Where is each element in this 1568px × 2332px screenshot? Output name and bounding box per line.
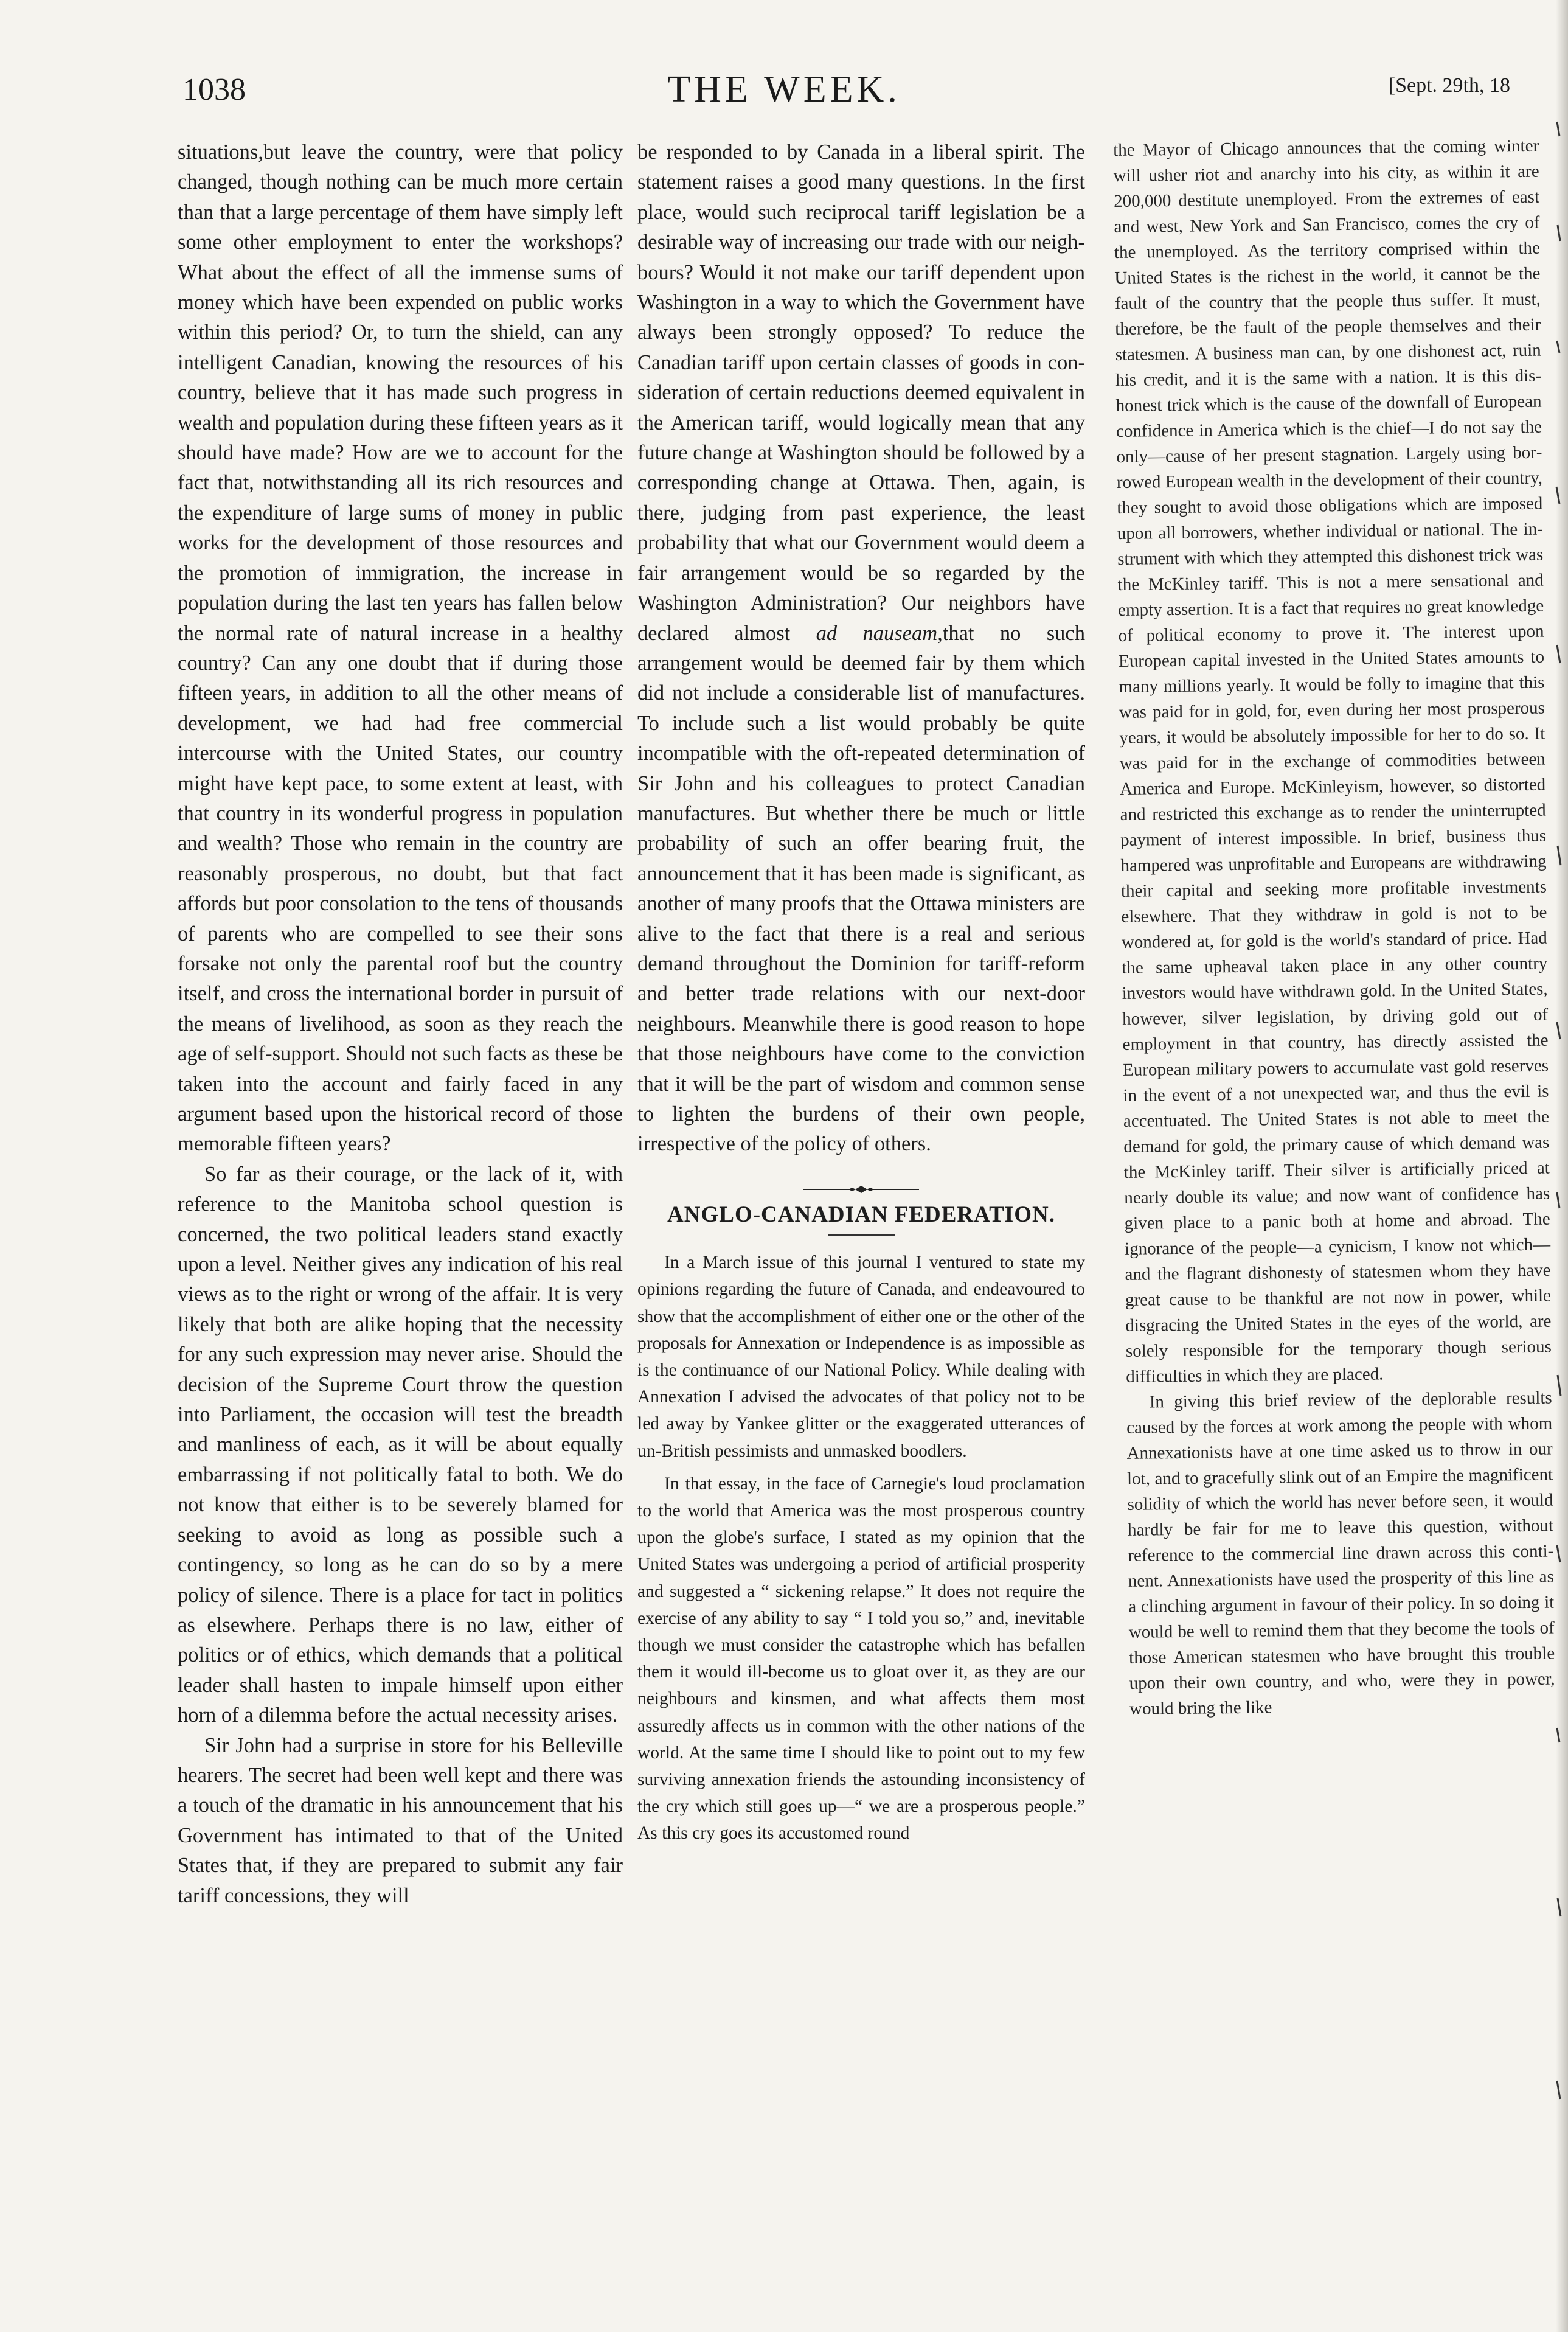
column-3 bbox=[1113, 133, 1555, 1722]
heading-underline bbox=[828, 1234, 895, 1236]
issue-date: [Sept. 29th, 18 bbox=[1388, 74, 1510, 97]
paragraph-emigration: situations,but leave the country, were that policy changed, though nothing can be much more certain than that a large percentage of them have simply left some other employment to enter the workshops? What about the effect of all the immense sums of money which have been expended on public works within this period? Or, to turn the shield, can any intelligent Canadian, knowing the resources of his country, believe that it has made such progress in wealth and population during these fifteen years as it should have made? How are we to account for the fact that, notwithstanding all its rich resources and the expenditure of large sums of money in public works for the development of those resources and the promotion of immigration, the increase in population during the last ten years has fallen below the normal rate of natural increase in a healthy country? Can any one doubt that if during those fifteen years, in addition to all the other means of development, we had had free commercial intercourse with the United States, our country might have kept pace, to some extent at least, with that country in its wonderful progress in population and wealth? Those who remain in the country are reasonably prosperous, no doubt, but that fact affords but poor consolation to the tens of thousands of parents who are compelled to see their sons forsake not only the parental roof but the country itself, and cross the international border in pursuit of the means of livelihood, as soon as they reach the age of self-support. Should not such facts as these be taken into the account and fairly faced in any argument based upon the historical record of those memorable fifteen years? bbox=[178, 141, 623, 1156]
section-divider bbox=[637, 1173, 1085, 1183]
paragraph-march-issue: In a March issue of this journal I ventured to state my opinions regarding the future of Canada, and endeavoured to show that the accomplishment of either one or the other of the proposals for Annexation or Independence is as impossible as is the continuance of our National Policy. While dealing with Annexation I advised the advocates of that policy not to be led away by Yankee glitter or the exaggerated utterances of un-British pessimists and unmasked boodlers. bbox=[637, 1253, 1085, 1461]
column-1 bbox=[178, 137, 623, 1911]
latin-phrase: ad nauseam, bbox=[816, 621, 943, 645]
masthead-title: THE WEEK. bbox=[667, 69, 901, 110]
paragraph-reciprocity-continued: that no such arrangement would be deemed fair by them which did not include a considerable list of manufactures. To include such a list would probably be quite incompatible with the oft-repeated determination of Sir John and his colleagues to protect Canadian manufactures. But whether there be much or little probability of such an offer bearing fruit, the announcement that it has been made is significant, as another of many proofs that the Ottawa ministers are alive to the fact that there is a real and serious demand throughout the Dominion for tariff-reform and better trade relations with our next-door neighbours. Meanwhile there is good reason to hope that those neighbours have come to the conviction that it will be the part of wisdom and common sense to lighten the burdens of their own people, irrespective of the policy of others. bbox=[637, 621, 1086, 1156]
paragraph-carnegie: In that essay, in the face of Carnegie's loud proclamation to the world that America was the most prosperous country upon the globe's surface, I stated as my opinion that the United States was undergoing a period of artificial prosperity and suggested a “ sickening relapse.” It does not require the exercise of any ability to say “ I told you so,” and, inevitable though we must consider the catastrophe which has befallen them it would ill-become us to gloat over it, as they are our neighbours and kinsmen, and what affects them most assuredly affects us in common with the other nations of the world. At the same time I should like to point out to my few surviving annexation friends the astounding inconsistency of the cry which still goes up—“ we are a prosperous people.” As this cry goes its accustomed round bbox=[637, 1474, 1085, 1843]
paragraph-reciprocity bbox=[637, 137, 1085, 1160]
page-header bbox=[0, 69, 1568, 120]
column-2 bbox=[637, 137, 1085, 1847]
paragraph-chicago: the Mayor of Chicago announces that the coming winter will usher riot and anarchy into his city, as within it are 200,000 destitute unemployed. From the extremes of east and west, New York and San Francisco, comes the cry of the unemployed. As the territory comprised within the United States is the richest in the world, it cannot be the fault of the country that the people thus suffer. It must, therefore, be the fault of the people themselves and their statesmen. A business man can, by one dishonest act, ruin his credit, and it is the same with a nation. It is this dishonest trick which is the cause of the downfall of European confidence in America which is the chief—I do not say the only—cause of her present stagnation. Largely using borrowed European wealth in the development of their country, they sought to avoid those obligations which are imposed upon all borrowers, whether individual or national. The instrument with which they attempted this dishonest trick was the McKinley tariff. This is not a mere sensational and empty assertion. It is a fact that requires no great knowledge of political economy to prove it. The interest upon European capital invested in the United States amounts to many millions yearly. It would be folly to imagine that this was paid for in gold, for, even during her most prosperous years, it would be absolutely impossible for her to do so. It was paid for in the exchange of commodities between America and Europe. McKinleyism, however, so distorted and restricted this exchange as to render the uninterrupted payment of interest impossible. In brief, business thus hampered was unprofitable and Europeans are withdrawing their capital and seeking more profitable investments elsewhere. That they withdraw in gold is not to be wondered at, for gold is the world's standard of price. Had the same upheaval taken place in any other country investors would have withdrawn gold. In the United States, however, silver legislation, by driving gold out of employment in that country, has directly assisted the European military powers to accumulate vast gold reserves in the event of a not unexpected war, and thus the evil is accentuated. The United States is not able to meet the demand for gold, the primary cause of which demand was the McKinley tariff. Their silver is artificially priced at nearly double its value; and now want of confidence has given place to a panic both at home and abroad. The ignorance of the people—a cynicism, I know not which—and the flagrant dishonesty of statesmen whom they have great cause to be thankful are not now in power, while disgracing the United States in the eyes of the world, are solely responsible for the temporary though serious difficulties in which they are placed. bbox=[1113, 136, 1552, 1387]
page-number: 1038 bbox=[182, 72, 246, 107]
paragraph-annexationists: In giving this brief review of the deplorable results caused by the forces at work among the people with whom Annexationists have at one time asked us to throw in our lot, and to gracefully slink out of an Empire the magnificent solidity of which the world has never before seen, it would hardly be fair for me to leave this question, without reference to the commercial line drawn across this continent. Annexationists have used the prosperity of this line as a clinching argument in favour of their policy. In so doing it would be well to remind them that they become the tools of those American statesmen who have brought this trouble upon their own country, and who, were they in power, would bring the like bbox=[1126, 1388, 1555, 1719]
binding-marks-icon bbox=[1552, 97, 1566, 2300]
paragraph-manitoba-school: So far as their courage, or the lack of it, with reference to the Manitoba school question is concerned, the two political leaders stand exactly upon a level. Neither gives any indication of his real views as to the right or wrong of the affair. It is very likely that both are alike hoping that the necessity for any such expression may never arise. Should the decision of the Supreme Court throw the question into Parliament, the occasion will test the breadth and manliness of each, as it will be about equally embarrassing if not politically fatal to both. We do not know that either is to be severely blamed for seeking to avoid as long as possible such a contingency, so long as he can do so by a mere policy of silence. There is a place for tact in politics as elsewhere. Perhaps there is no law, either of politics or of ethics, which demands that a political leader shall hasten to impale himself upon either horn of a dilemma before the actual necessity arises. bbox=[178, 1162, 623, 1727]
paragraph-belleville: Sir John had a surprise in store for his Belleville hearers. The secret had been well kept and there was a touch of the dramatic in his announcement that his Government has intimated to that of the United States that, if they are prepared to submit any fair tariff concessions, they will bbox=[178, 1733, 623, 1907]
article-heading: ANGLO-CANADIAN FEDERATION. bbox=[667, 1202, 1055, 1227]
paragraph-reciprocity-text: be responded to by Canada in a liberal spirit. The statement raises a good many questions. In the first place, would such reciprocal tariff legislation be a desirable way of increasing our trade with our neighbours? Would it not make our tariff dependent upon Washington in a way to which the Government have always been strongly opposed? To reduce the Canadian tariff upon certain classes of goods in consideration of certain reductions deemed equivalent in the American tariff, would logically mean that any future change at Washington should be followed by a corresponding change at Ottawa. Then, again, is there, judging from past experience, the least probability that what our Government would deem a fair arrangement would be so regarded by the Washington Administration? Our neighbors have declared almost bbox=[637, 141, 1085, 645]
ornamental-rule-icon bbox=[803, 1185, 919, 1194]
